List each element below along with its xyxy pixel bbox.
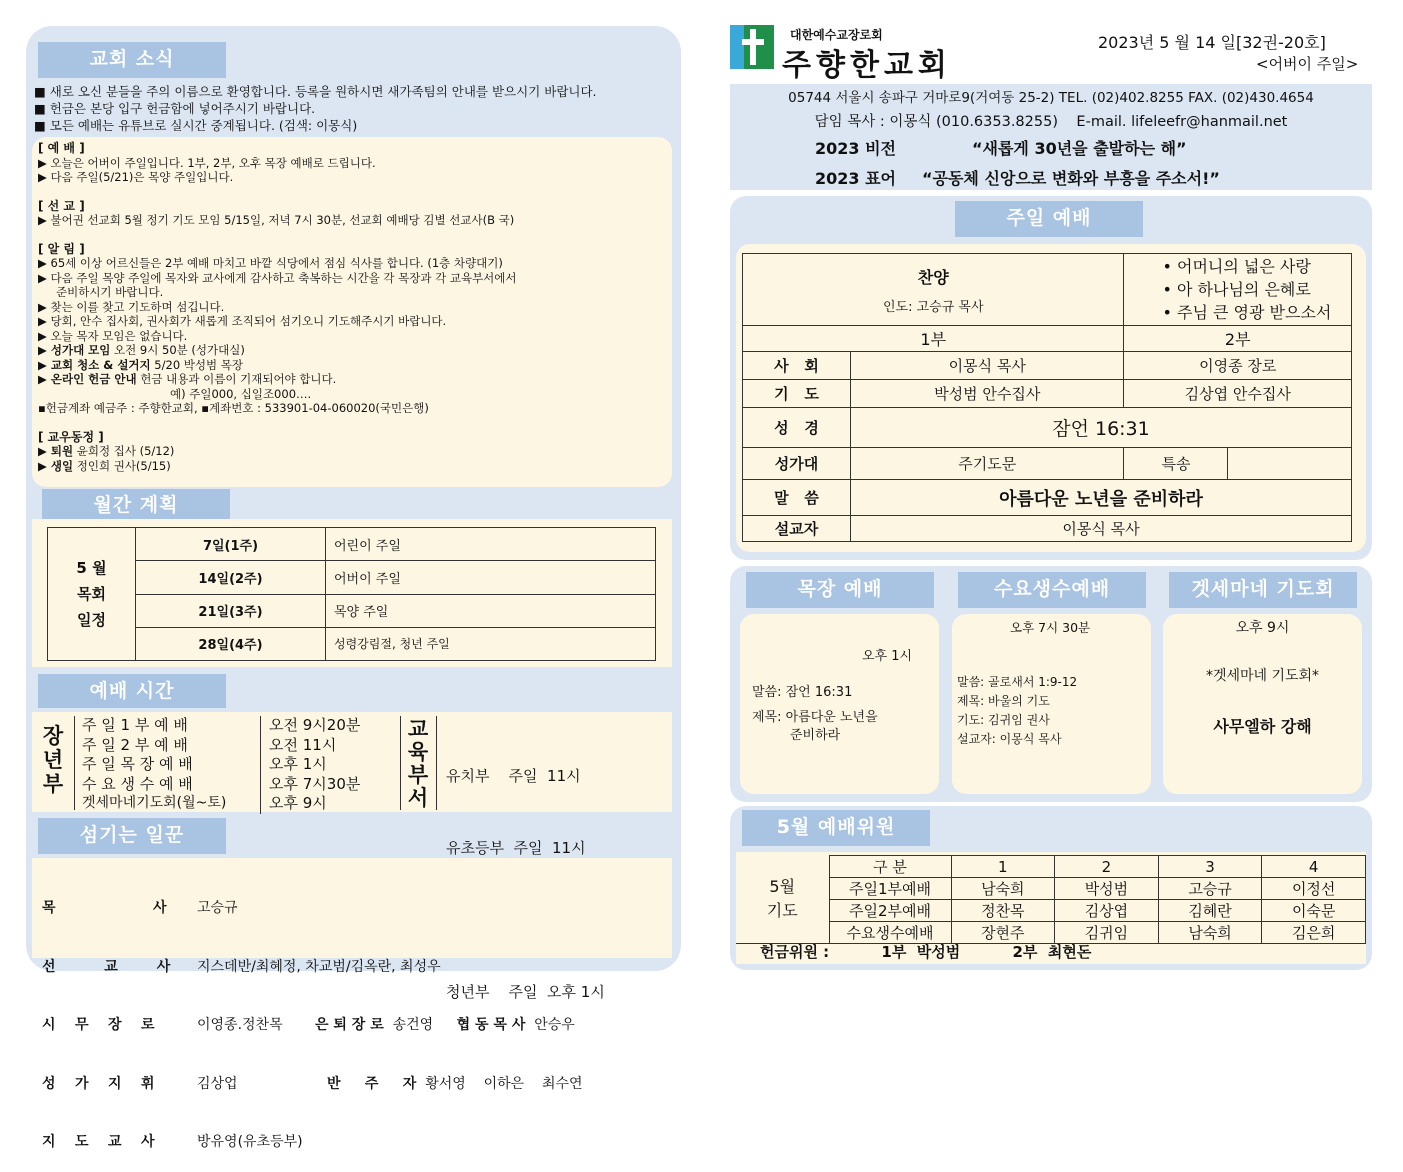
service-row: 주 일 목 장 예 배 오후 1시	[82, 755, 327, 773]
vol-header: 4	[1262, 856, 1366, 878]
cell-topic: 제목: 아름다운 노년을	[752, 710, 878, 725]
wednesday-details: 말씀: 골로새서 1:9-12 제목: 바울의 기도 기도: 김귀임 권사 설교자: 이몽식 목사	[957, 675, 1078, 746]
monthly-date: 28일(4주)	[136, 627, 326, 660]
monthly-event: 어린이 주일	[326, 528, 656, 561]
notice-bold-item: ▶ 온라인 헌금 안내 헌금 내용과 이름이 기재되어야 합니다.	[38, 372, 337, 386]
monthly-event: 성령강림절, 청년 주일	[326, 627, 656, 660]
hymn-item: • 어머니의 넓은 사랑	[1162, 257, 1311, 276]
monthly-tab: 월간 계획	[42, 489, 230, 521]
sunday-tab: 주일 예배	[955, 201, 1143, 237]
volunteers-side: 5월 기도	[736, 856, 829, 944]
vol-cell: 박성범	[1055, 878, 1159, 900]
hymn-item: • 주님 큰 영광 받으소서	[1162, 303, 1332, 322]
adult-label: 장년부	[42, 724, 64, 796]
monthly-date: 21일(3주)	[136, 594, 326, 627]
vol-row-label: 수요생수예배	[829, 922, 951, 944]
vision-text: “새롭게 30년을 출발하는 해”	[972, 139, 1187, 158]
host-part1: 이몽식 목사	[851, 352, 1124, 380]
service-row: 수 요 생 수 예 배 오후 7시30분	[82, 774, 361, 793]
notice-head: [ 알 림 ]	[38, 241, 85, 256]
preacher-label: 설교자	[743, 516, 851, 542]
notice-item: ▶ 당회, 안수 집사회, 권사회가 새롭게 조직되어 섬기오니 기도해주시기 바랍니다.	[38, 314, 447, 328]
part1-header: 1부	[743, 326, 1124, 352]
notice-bold-item: ▶ 교회 청소 & 설거지 5/20 박성범 목장	[38, 357, 243, 372]
church-logo	[730, 25, 774, 69]
notice-bold-item: ▶ 성가대 모임 오전 9시 50분 (성가대실)	[38, 343, 245, 357]
member-head: [ 교우동정 ]	[38, 429, 104, 444]
bulletin-date: 2023년 5 월 14 일[32권-20호]	[1098, 33, 1326, 52]
vol-cell: 고승규	[1158, 878, 1262, 900]
service-row: 겟세마네기도회(월~토) 오후 9시	[82, 794, 327, 812]
service-row: 주 일 2 부 예 배 오전 11시	[82, 735, 337, 754]
vol-cell: 김혜란	[1158, 900, 1262, 922]
monthly-table	[47, 527, 656, 661]
vol-cell: 김상엽	[1055, 900, 1159, 922]
vol-row-label: 주일2부예배	[829, 900, 951, 922]
gethsemane-time: 오후 9시	[1235, 620, 1290, 636]
cross-logo-icon	[730, 25, 774, 69]
denomination: 대한예수교장로회	[790, 28, 883, 42]
news-tab: 교회 소식	[38, 42, 226, 78]
scripture-label: 성 경	[743, 408, 851, 448]
worship-item: ▶ 다음 주일(5/21)은 목양 주일입니다.	[38, 170, 234, 184]
mission-head: [ 선 교 ]	[38, 198, 85, 213]
adult-times	[82, 716, 360, 814]
monthly-event: 목양 주일	[326, 594, 656, 627]
monthly-date: 14일(2주)	[136, 561, 326, 594]
cell-worship-tab: 목장 예배	[746, 572, 934, 608]
news-details	[38, 141, 668, 473]
sermon-label: 말 씀	[743, 480, 851, 516]
church-name: 주향한교회	[782, 48, 952, 83]
servant-row: 선 교 사 지스데반/최혜정, 차교범/김옥란, 최성우	[42, 958, 441, 975]
vol-header: 2	[1055, 856, 1159, 878]
edu-divider-2	[436, 716, 437, 810]
vol-row-label: 주일1부예배	[829, 878, 951, 900]
vol-cell: 이정선	[1262, 878, 1366, 900]
gethsemane-tab: 겟세마네 기도회	[1169, 572, 1357, 608]
servants-list	[42, 860, 583, 1172]
gethsemane-name: *겟세마네 기도회*	[1205, 668, 1320, 684]
notice-item: ▶ 다음 주일 목양 주일에 목자와 교사에게 감사하고 축복하는 시간을 각 목장과 각 교육부서에서	[38, 270, 517, 285]
news-line-3: ■ 모든 예배는 유튜브로 실시간 중계됩니다. (검색: 이몽식)	[34, 118, 358, 133]
news-line-1: ■ 새로 오신 분들을 주의 이름으로 환영합니다. 등록을 원하시면 새가족팀의 안내를 받으시기 바랍니다.	[34, 84, 597, 99]
vol-cell: 남숙희	[1158, 922, 1262, 944]
notice-item: ▶ 65세 이상 어르신들은 2부 예배 마치고 바깥 식당에서 점심 식사를 합니다. (1층 차량대기)	[38, 256, 503, 270]
vol-cell: 남숙희	[951, 878, 1055, 900]
sermon-title: 아름다운 노년을 준비하라	[851, 480, 1352, 516]
servants-tab: 섬기는 일꾼	[38, 818, 226, 854]
vision-label: 2023 비전	[815, 139, 897, 158]
monthly-side-label: 5 월 목회 일정	[48, 528, 136, 661]
vol-cell: 이숙문	[1262, 900, 1366, 922]
vol-header: 3	[1158, 856, 1262, 878]
choir-empty	[1228, 448, 1352, 480]
wednesday-tab: 수요생수예배	[958, 572, 1146, 608]
choir-part1: 주기도문	[851, 448, 1124, 480]
volunteers-tab: 5월 예배위원	[742, 810, 930, 846]
edu-divider	[400, 716, 401, 810]
worship-head: [ 예 배 ]	[38, 141, 85, 155]
cell-topic-2: 준비하라	[790, 728, 841, 743]
choir-part2: 특송	[1124, 448, 1228, 480]
motto-label: 2023 표어	[815, 169, 897, 188]
volunteers-table	[736, 855, 1366, 944]
gethsemane-box	[1163, 614, 1362, 794]
cell-time: 오후 1시	[862, 649, 913, 664]
servant-row: 시 무 장 로 이영종.정찬목 은 퇴 장 로 송건영 협 동 목 사 안승우	[42, 1017, 575, 1033]
prayer-part2: 김상엽 안수집사	[1124, 380, 1352, 408]
pastor-contact: 담임 목사 : 이몽식 (010.6353.8255) E-mail. lifeleefr@hanmail.net	[814, 114, 1288, 130]
member-item: ▶ 퇴원 윤희정 집사 (5/12)	[38, 444, 175, 458]
notice-item: 준비하시기 바랍니다.	[56, 285, 164, 299]
servant-row: 성 가 지 휘 김상업 반 주 자 황서영 이하은 최수연	[42, 1075, 583, 1092]
cell-worship-box	[740, 614, 939, 794]
part2-header: 2부	[1124, 326, 1352, 352]
member-item: ▶ 생일 정인희 권사(5/15)	[38, 458, 171, 473]
hymn-item: • 아 하나님의 은혜로	[1162, 280, 1311, 299]
scripture: 잠언 16:31	[851, 408, 1352, 448]
edu-label: 교육부서	[407, 717, 429, 810]
choir-label: 성가대	[743, 448, 851, 480]
notice-item: ▶ 찾는 이를 찾고 기도하며 섬깁니다.	[38, 299, 225, 314]
monthly-date: 7일(1주)	[136, 528, 326, 561]
service-row: 주 일 1 부 예 배 오전 9시20분	[82, 716, 361, 734]
motto-text: “공동체 신앙으로 변화와 부흥을 주소서!”	[922, 169, 1220, 188]
service-times-tab: 예배 시간	[38, 674, 226, 708]
bulletin-subtitle: <어버이 주일>	[1256, 55, 1359, 73]
vol-cell: 장현주	[951, 922, 1055, 944]
hymn-list	[1124, 254, 1352, 326]
offering-volunteers: 헌금위원 : 1부 박성범 2부 최현돈	[760, 943, 1092, 961]
host-label: 사 회	[743, 352, 851, 380]
account-line: ▪헌금계좌 예금주 : 주향한교회, ▪계좌번호 : 533901-04-060020(국민은행)	[38, 401, 429, 415]
monthly-event: 어버이 주일	[326, 561, 656, 594]
news-line-2: ■ 헌금은 본당 입구 헌금함에 넣어주시기 바랍니다.	[34, 101, 316, 116]
prayer-label: 기 도	[743, 380, 851, 408]
servant-row: 지 도 교 사 방유영(유초등부)	[42, 1134, 303, 1150]
vol-cell: 정찬목	[951, 900, 1055, 922]
gethsemane-lecture: 사무엘하 강해	[1213, 717, 1312, 736]
notice-item: ▶ 오늘 목자 모임은 없습니다.	[38, 328, 188, 343]
church-address: 05744 서울시 송파구 거마로9(거여동 25-2) TEL. (02)402.8255 FAX. (02)430.4654	[788, 90, 1314, 106]
preacher: 이몽식 목사	[851, 516, 1352, 542]
edu-times: 유치부 주일 11시 유초등부 주일 11시 청년부 주일 오후 1시	[446, 767, 605, 1001]
sunday-table	[742, 253, 1352, 542]
offering-example: 예) 주일000, 십일조000….	[170, 386, 312, 401]
vol-header: 1	[951, 856, 1055, 878]
vol-cell: 김귀임	[1055, 922, 1159, 944]
adult-divider	[74, 716, 75, 810]
mission-item: ▶ 불어권 선교회 5월 정기 기도 모임 5/15일, 저녁 7시 30분, 선교회 예배당 김별 선교사(B 국)	[38, 213, 515, 227]
hymn-cell: 찬양 인도: 고승규 목사	[743, 254, 1124, 326]
cell-scripture: 말씀: 잠언 16:31	[752, 685, 853, 700]
worship-item: ▶ 오늘은 어버이 주일입니다. 1부, 2부, 오후 목장 예배로 드립니다.	[38, 155, 376, 170]
wednesday-time: 오후 7시 30분	[1010, 620, 1091, 635]
prayer-part1: 박성범 안수집사	[851, 380, 1124, 408]
host-part2: 이영종 장로	[1124, 352, 1352, 380]
servant-row: 목 사 고승규	[42, 900, 238, 916]
vol-cell: 김은희	[1262, 922, 1366, 944]
vol-header: 구 분	[829, 856, 951, 878]
